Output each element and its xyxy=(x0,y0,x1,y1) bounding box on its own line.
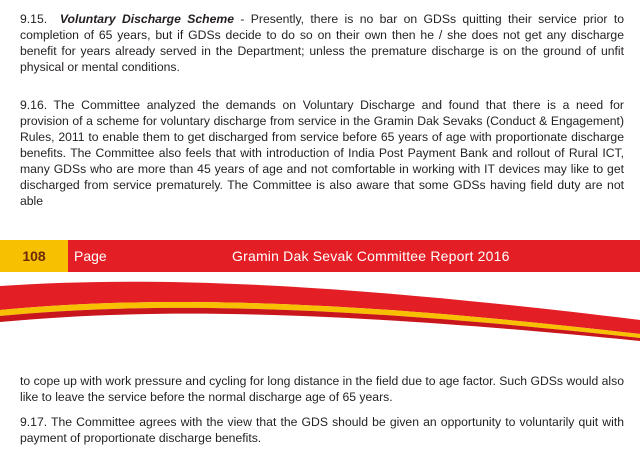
header-swoosh-decoration xyxy=(0,272,640,362)
section-title: Voluntary Discharge Scheme xyxy=(59,12,234,26)
footer-page-label: Page xyxy=(74,248,107,264)
footer-page-number: 108 xyxy=(0,240,68,272)
paragraph-9-16: 9.16. The Committee analyzed the demands on Voluntary Discharge and found that there is a need for provision of a scheme for voluntary discharge from service in the Gramin Dak Sevaks (Conduct & Engagement) Rules, 2011 to enable them to get discharged from service before 65 years of age with proportionate discharge benefits. The Committee also feels that with introduction of India Post Payment Bank and rollout of Rural ICT, many GDSs who are more than 45 years of age and not comfortable in working with IT devices may like to get discharged from service prematurely. The Committee is also aware that some GDSs having field duty are not able xyxy=(20,98,624,208)
footer-report-title: Gramin Dak Sevak Committee Report 2016 xyxy=(232,248,510,264)
paragraph-9-17: 9.17. The Committee agrees with the view that the GDS should be given an opportunity to voluntarily quit with payment of proportionate discharge benefits. xyxy=(20,415,624,445)
paragraph-text: - Presently, there is no bar on GDSs quitting their service prior to completion of 65 years, but if GDSs decide to do so on their own then he / she does not get any discharge benefit for years already served in the Department; unless the premature discharge is on the ground of unfit physical or mental conditions. xyxy=(20,12,624,74)
paragraph-number: 9.15. xyxy=(20,12,48,26)
paragraph-9-16-continued: to cope up with work pressure and cycling for long distance in the field due to age factor. Such GDSs would also like to leave the service before the normal discharge age of 65 years. xyxy=(20,374,624,404)
paragraph-9-15 xyxy=(20,11,624,75)
